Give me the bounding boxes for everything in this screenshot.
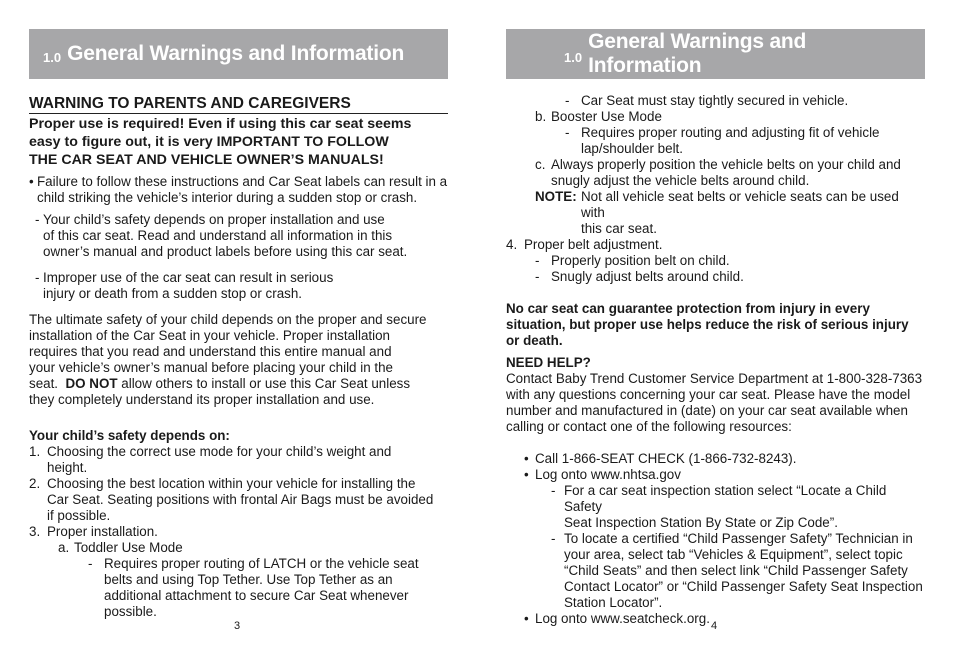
sub-item — [506, 157, 925, 189]
help-line: calling or contact one of the following resources: — [506, 419, 792, 434]
item-number: 2. — [29, 476, 41, 491]
dash-item — [506, 269, 925, 285]
dash-line: Requires proper routing of LATCH or the vehicle seat — [104, 556, 419, 571]
note-line: this car seat. — [581, 221, 657, 236]
guarantee-line: situation, but proper use helps reduce the risk of serious injury — [506, 317, 909, 332]
bullet-mark: • — [524, 467, 529, 482]
paragraph-text: allow others to install or use this Car Seat unless — [117, 376, 411, 391]
dash-mark: - — [535, 253, 540, 268]
depends-title: Your child’s safety depends on: — [29, 428, 230, 443]
dash-line: Properly position belt on child. — [551, 253, 730, 268]
item-line: Choosing the correct use mode for your child’s weight and — [47, 444, 392, 459]
dash-line: of this car seat. Read and understand all information in this — [43, 228, 393, 243]
warning-lead — [29, 115, 448, 169]
sub-item — [29, 540, 448, 556]
help-line: Contact Baby Trend Customer Service Department at 1-800-328-7363 — [506, 371, 923, 386]
paragraph-line: your vehicle’s owner’s manual before placing your child in the — [29, 360, 393, 375]
numbered-item — [29, 444, 448, 476]
dash-line: injury or death from a sudden stop or crash. — [43, 286, 303, 301]
item-line: Proper installation. — [47, 524, 158, 539]
numbered-item — [506, 237, 925, 253]
resource-text: Call 1-866-SEAT CHECK (1-866-732-8243). — [535, 451, 797, 466]
dash-item — [506, 483, 925, 531]
item-number: 3. — [29, 524, 41, 539]
dash-item — [29, 556, 448, 620]
note — [506, 189, 925, 237]
dash-line: Contact Locator” or “Child Passenger Safety Seat Inspection — [564, 579, 923, 594]
sub-item-line: snugly adjust the vehicle belts around child. — [551, 173, 810, 188]
dash-mark: - — [88, 556, 93, 571]
item-line: Choosing the best location within your vehicle for installing the — [47, 476, 416, 491]
numbered-item — [29, 476, 448, 524]
right-page — [477, 0, 954, 660]
help-paragraph — [506, 371, 925, 435]
section-number: 1.0 — [564, 49, 583, 65]
dash-line: possible. — [104, 604, 157, 619]
dash-line: your area, select tab “Vehicles & Equipment”, select topic — [564, 547, 903, 562]
dash-mark: - — [565, 93, 570, 108]
dash-line: additional attachment to secure Car Seat whenever — [104, 588, 409, 603]
dash-mark: - — [551, 483, 556, 498]
bullet-item — [29, 174, 448, 206]
sub-item-letter: c. — [535, 157, 546, 172]
help-title: NEED HELP? — [506, 355, 591, 370]
sub-item-text: Booster Use Mode — [551, 109, 662, 124]
section-title: General Warnings and Information — [67, 42, 405, 65]
warning-title: WARNING TO PARENTS AND CAREGIVERS — [29, 95, 448, 114]
dash-item — [29, 270, 448, 302]
help-line: number and manufactured in (date) on your car seat available when — [506, 403, 908, 418]
note-line: Not all vehicle seat belts or vehicle seats can be used with — [581, 189, 899, 220]
bullet-mark: • — [29, 174, 34, 189]
dash-line: Requires proper routing and adjusting fit of vehicle — [581, 125, 880, 140]
dash-line: “Child Seats” and then select link “Child Passenger Safety — [564, 563, 908, 578]
bullet-mark: • — [524, 611, 529, 626]
sub-item — [506, 109, 925, 125]
sub-item-letter: b. — [535, 109, 547, 124]
dash-mark: - — [35, 270, 40, 285]
dash-item — [506, 93, 925, 109]
bullet-line: Failure to follow these instructions and Car Seat labels can result in a — [37, 174, 448, 189]
dash-line: Snugly adjust belts around child. — [551, 269, 744, 284]
dash-item — [506, 125, 925, 157]
sub-item-text: Toddler Use Mode — [74, 540, 183, 555]
guarantee-line: No car seat can guarantee protection from injury in every — [506, 301, 870, 316]
dash-line: lap/shoulder belt. — [581, 141, 683, 156]
right-content — [506, 93, 925, 627]
page-number: 4 — [711, 620, 718, 632]
paragraph-line — [29, 376, 448, 392]
item-number: 4. — [506, 237, 518, 252]
dash-line: Your child’s safety depends on proper installation and use — [43, 212, 385, 227]
dash-line: Station Locator”. — [564, 595, 663, 610]
item-line: Proper belt adjustment. — [524, 237, 663, 252]
dash-line: Car Seat must stay tightly secured in vehicle. — [581, 93, 849, 108]
safety-paragraph — [29, 312, 448, 408]
dash-line: owner’s manual and product labels before using this car seat. — [43, 244, 408, 259]
warning-lead-line: easy to figure out, it is very IMPORTANT TO FOLLOW — [29, 134, 389, 150]
left-content — [29, 95, 448, 620]
page-number: 3 — [234, 620, 241, 632]
item-line: if possible. — [47, 508, 111, 523]
section-banner — [29, 29, 448, 79]
bullet-line: child striking the vehicle’s interior during a sudden stop or crash. — [37, 190, 418, 205]
dash-item — [506, 531, 925, 611]
dash-line: Seat Inspection Station By State or Zip Code”. — [564, 515, 838, 530]
dash-item — [506, 253, 925, 269]
dash-line: Improper use of the car seat can result in serious — [43, 270, 334, 285]
paragraph-line: installation of the Car Seat in your vehicle. Proper installation — [29, 328, 390, 343]
dash-line: For a car seat inspection station select “Locate a Child Safety — [564, 483, 887, 514]
note-label: NOTE: — [535, 189, 577, 204]
resource-text: Log onto www.nhtsa.gov — [535, 467, 681, 482]
item-number: 1. — [29, 444, 41, 459]
dash-mark: - — [551, 531, 556, 546]
warning-lead-line: Proper use is required! Even if using this car seat seems — [29, 116, 412, 132]
numbered-item — [29, 524, 448, 540]
dash-item — [29, 212, 448, 260]
sub-item-line: Always properly position the vehicle belts on your child and — [551, 157, 901, 172]
item-line: height. — [47, 460, 88, 475]
paragraph-text: seat. — [29, 376, 66, 391]
dash-mark: - — [35, 212, 40, 227]
dash-line: belts and using Top Tether. Use Top Tether as an — [104, 572, 393, 587]
guarantee-line: or death. — [506, 333, 563, 348]
section-title: General Warnings and Information — [588, 30, 807, 77]
paragraph-line: they completely understand its proper installation and use. — [29, 392, 375, 407]
dash-line: To locate a certified “Child Passenger Safety” Technician in — [564, 531, 913, 546]
item-line: Car Seat. Seating positions with frontal Air Bags must be avoided — [47, 492, 434, 507]
guarantee-warning — [506, 301, 925, 349]
paragraph-line: The ultimate safety of your child depends on the proper and secure — [29, 312, 427, 327]
dash-mark: - — [535, 269, 540, 284]
resource-text: Log onto www.seatcheck.org. — [535, 611, 710, 626]
resource-item — [506, 467, 925, 483]
section-number: 1.0 — [43, 49, 62, 65]
dash-mark: - — [565, 125, 570, 140]
section-banner — [506, 29, 925, 79]
paragraph-line: requires that you read and understand this entire manual and — [29, 344, 392, 359]
help-line: with any questions concerning your car seat. Please have the model — [506, 387, 911, 402]
bullet-mark: • — [524, 451, 529, 466]
sub-item-letter: a. — [58, 540, 70, 555]
resource-item — [506, 451, 925, 467]
warning-lead-line: THE CAR SEAT AND VEHICLE OWNER’S MANUALS! — [29, 152, 384, 168]
do-not-emphasis: DO NOT — [65, 376, 118, 391]
